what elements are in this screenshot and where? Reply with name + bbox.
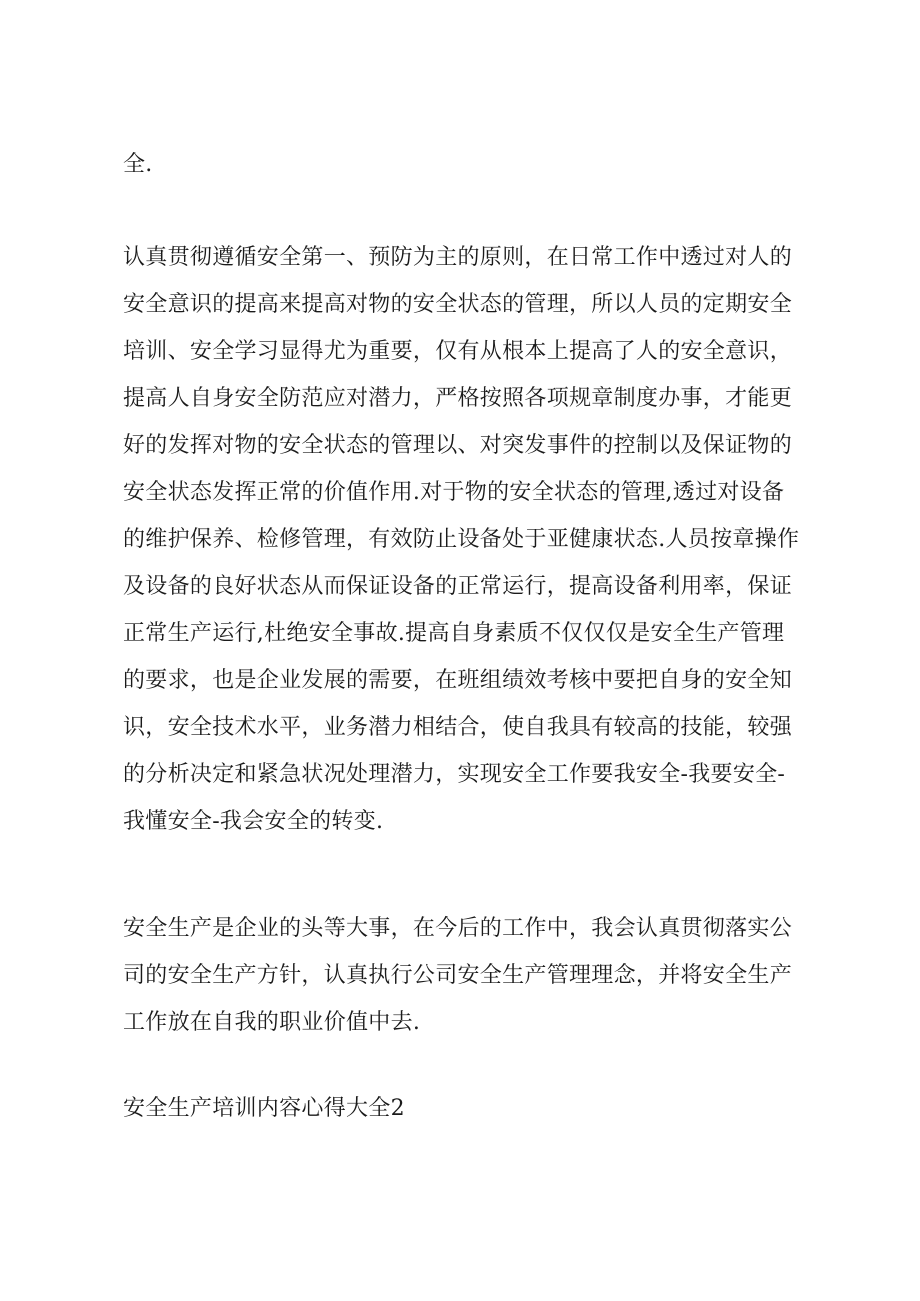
text-line: 正常生产运行,杜绝安全事故.提高自身素质不仅仅仅是安全生产管理: [123, 621, 785, 646]
text-line: 的要求，也是企业发展的需要，在班组绩效考核中要把自身的安全知: [123, 668, 793, 693]
text-line: 认真贯彻遵循安全第一、预防为主的原则，在日常工作中透过对人的: [123, 245, 793, 270]
text-line: 我懂安全-我会安全的转变.: [123, 809, 384, 834]
text-line: 培训、安全学习显得尤为重要，仅有从根本上提高了人的安全意识，: [123, 339, 793, 364]
text-line: 安全意识的提高来提高对物的安全状态的管理，所以人员的定期安全: [123, 292, 793, 317]
text-line: 提高人自身安全防范应对潜力，严格按照各项规章制度办事，才能更: [123, 386, 793, 411]
text-line: 好的发挥对物的安全状态的管理以、对突发事件的控制以及保证物的: [123, 433, 793, 458]
text-line: 及设备的良好状态从而保证设备的正常运行，提高设备利用率，保证: [123, 574, 793, 599]
text-line: 安全生产是企业的头等大事，在今后的工作中，我会认真贯彻落实公: [123, 916, 793, 941]
text-line: 安全状态发挥正常的价值作用.对于物的安全状态的管理,透过对设备: [123, 480, 785, 505]
text-line: 司的安全生产方针，认真执行公司安全生产管理理念，并将安全生产: [123, 963, 793, 988]
text-line: 识，安全技术水平，业务潜力相结合，使自我具有较高的技能，较强: [123, 715, 793, 740]
text-line: 全.: [123, 152, 153, 177]
section-heading: 安全生产培训内容心得大全2: [123, 1096, 405, 1121]
text-line: 工作放在自我的职业价值中去.: [123, 1010, 421, 1035]
text-line: 的维护保养、检修管理，有效防止设备处于亚健康状态.人员按章操作: [123, 527, 800, 552]
text-line: 的分析决定和紧急状况处理潜力，实现安全工作要我安全-我要安全-: [123, 762, 786, 787]
